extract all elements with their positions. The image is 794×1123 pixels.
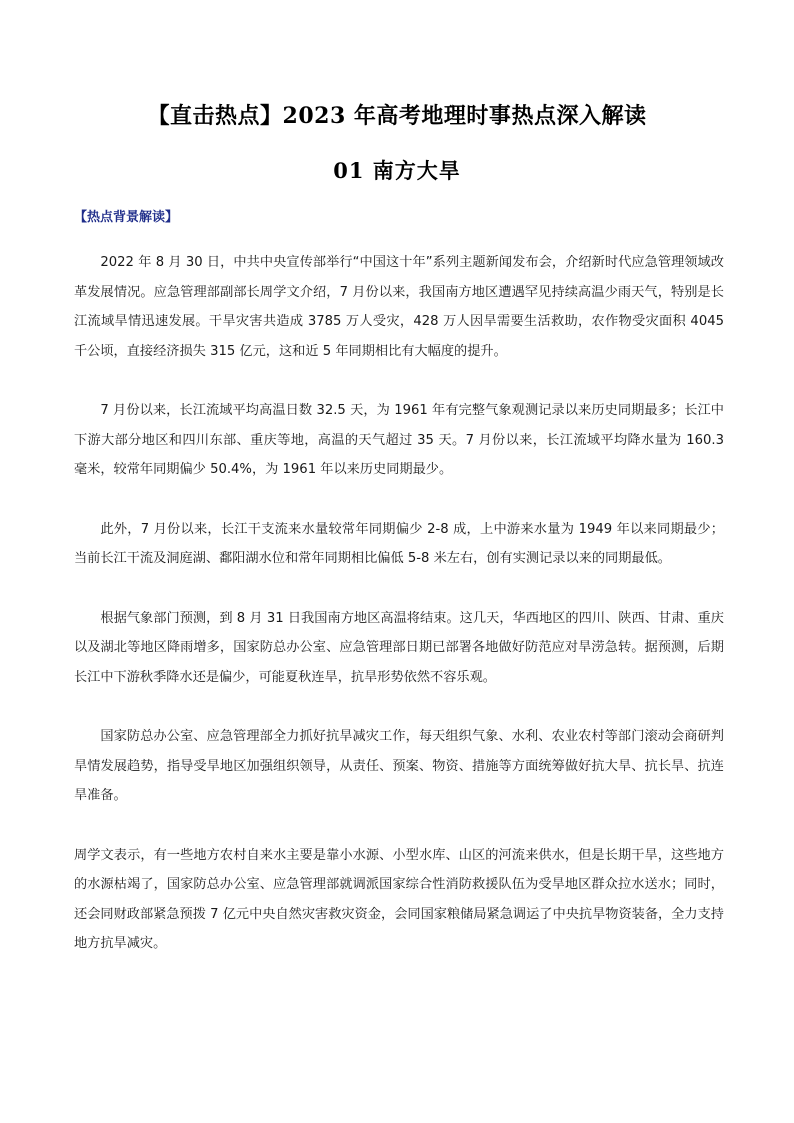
paragraph: 周学文表示，有一些地方农村自来水主要是靠小水源、小型水库、山区的河流来供水，但是长期干旱，这些地方的水源枯竭了，国家防总办公室、应急管理部就调派国家综合性消防救援队伍为受旱地区群众拉水送水；同时，还会同财政部紧急预拨 7 亿元中央自然灾害救灾资金，会同国家粮储局紧急调运了中央抗旱物资装备，全力支持地方抗旱减灾。	[74, 847, 724, 951]
paragraph: 根据气象部门预测，到 8 月 31 日我国南方地区高温将结束。这几天，华西地区的四川、陕西、甘肃、重庆以及湖北等地区降雨增多，国家防总办公室、应急管理部日期已部署各地做好防范应对旱涝急转。据预测，后期长江中下游秋季降水还是偏少，可能夏秋连旱，抗旱形势依然不容乐观。	[74, 610, 724, 685]
paragraph: 2022 年 8 月 30 日，中共中央宣传部举行“中国这十年”系列主题新闻发布会，介绍新时代应急管理领域改革发展情况。应急管理部副部长周学文介绍，7 月份以来，我国南方地区遭遇罕见持续高温少雨天气，特别是长江流域旱情迅速发展。干旱灾害共造成 3785 万人受灾，428 万人因旱需要生活救助，农作物受灾面积 4045 千公顷，直接经济损失 315 亿元，这和近 5 年同期相比有大幅度的提升。	[74, 255, 724, 359]
paragraph: 国家防总办公室、应急管理部全力抓好抗旱减灾工作，每天组织气象、水利、农业农村等部门滚动会商研判旱情发展趋势，指导受旱地区加强组织领导，从责任、预案、物资、措施等方面统筹做好抗大旱、抗长旱、抗连旱准备。	[74, 729, 724, 803]
document-subtitle: 01 南方大旱	[333, 158, 461, 183]
document-body	[74, 248, 724, 989]
section-heading: 【热点背景解读】	[74, 210, 179, 225]
paragraph: 此外，7 月份以来，长江干支流来水量较常年同期偏少 2-8 成，上中游来水量为 1949 年以来同期最少；当前长江干流及洞庭湖、鄱阳湖水位和常年同期相比偏低 5-8 米左右，创有实测记录以来的同期最低。	[74, 521, 724, 566]
paragraph: 7 月份以来，长江流域平均高温日数 32.5 天，为 1961 年有完整气象观测记录以来历史同期最多；长江中下游大部分地区和四川东部、重庆等地，高温的天气超过 35 天。7 月份以来，长江流域平均降水量为 160.3 毫米，较常年同期偏少 50.4%，为 1961 年以来历史同期最少。	[74, 403, 724, 477]
document-title: 【直击热点】2023 年高考地理时事热点深入解读	[147, 103, 647, 129]
